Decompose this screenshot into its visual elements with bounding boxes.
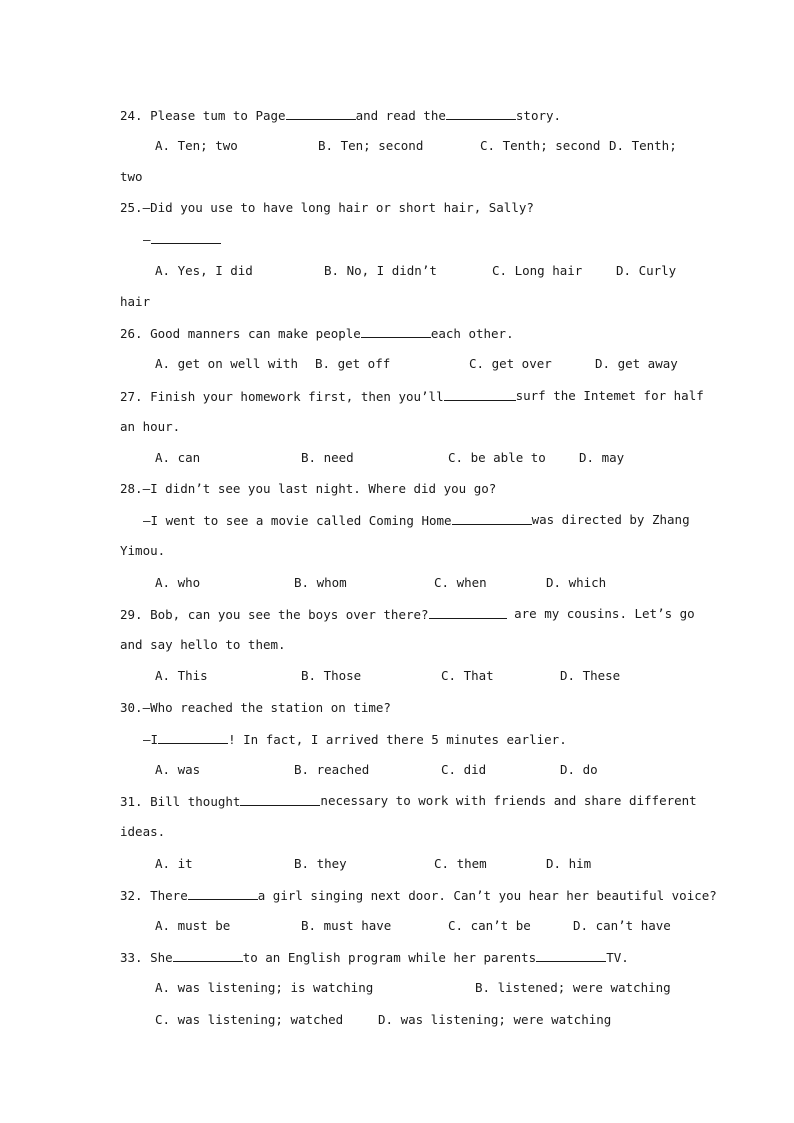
question-24 — [120, 105, 680, 125]
question-stem: There — [150, 888, 188, 903]
option-a: A. it — [155, 856, 193, 871]
option-c: C. Tenth; second — [480, 138, 601, 153]
option-a: A. can — [155, 450, 201, 465]
option-b: B. listened; were watching — [475, 980, 671, 995]
reply-dash: — — [143, 232, 151, 247]
answer-blank — [188, 885, 258, 900]
answer-blank — [444, 386, 516, 401]
question-30-reply — [143, 729, 703, 749]
option-d: D. Tenth; — [609, 138, 677, 153]
question-stem: story. — [515, 108, 562, 123]
question-26-options — [155, 354, 680, 374]
question-stem: —Did you use to have long hair or short hair, Sally? — [142, 200, 534, 215]
option-c: C. That — [441, 668, 494, 683]
question-25 — [120, 198, 680, 218]
question-30 — [120, 698, 680, 718]
option-c: C. was listening; watched — [155, 1012, 344, 1027]
question-31 — [120, 791, 697, 811]
option-b: B. need — [301, 450, 354, 465]
question-stem: necessary to work with friends and share different — [320, 793, 697, 808]
option-a: A. must be — [155, 918, 231, 933]
answer-blank — [446, 105, 516, 120]
question-stem: Bill thought — [150, 794, 241, 809]
stem-wrap: an hour. — [120, 419, 181, 434]
stem-wrap: and say hello to them. — [120, 637, 286, 652]
question-stem: are my cousins. Let’s go — [506, 606, 695, 621]
question-stem: Please tum to Page — [150, 108, 286, 123]
option-c: C. get over — [469, 356, 552, 371]
question-27 — [120, 386, 704, 406]
option-d: D. These — [560, 668, 621, 683]
question-number: 28. — [120, 481, 143, 496]
question-stem: a girl singing next door. Can’t you hear her beautiful voice? — [257, 888, 717, 903]
answer-blank — [158, 729, 228, 744]
question-33-options-row2 — [155, 1010, 680, 1030]
question-28 — [120, 479, 680, 499]
question-33-options-row1 — [155, 978, 680, 998]
question-stem: Finish your homework first, then you’ll — [150, 389, 444, 404]
option-wrap: two — [120, 169, 143, 184]
question-31-options — [155, 854, 680, 874]
option-b: B. get off — [315, 356, 391, 371]
question-32-options — [155, 916, 680, 936]
question-stem: to an English program while her parents — [242, 950, 537, 965]
option-d: D. may — [579, 450, 625, 465]
question-32 — [120, 885, 717, 905]
question-number: 30. — [120, 700, 143, 715]
option-d: D. which — [546, 575, 607, 590]
option-d: D. him — [546, 856, 592, 871]
answer-blank — [361, 323, 431, 338]
option-b: B. they — [294, 856, 347, 871]
reply-wrap: Yimou. — [120, 543, 166, 558]
option-d: D. do — [560, 762, 598, 777]
option-a: A. get on well with — [155, 356, 298, 371]
answer-blank — [151, 229, 221, 244]
option-d: D. get away — [595, 356, 678, 371]
option-c: C. Long hair — [492, 263, 583, 278]
question-stem: TV. — [606, 950, 629, 965]
option-d: D. Curly — [616, 263, 677, 278]
option-c: C. can’t be — [448, 918, 531, 933]
reply-text: was directed by Zhang — [531, 512, 690, 527]
reply-text: —I went to see a movie called Coming Home — [143, 513, 452, 528]
option-a: A. This — [155, 668, 208, 683]
option-wrap: hair — [120, 294, 151, 309]
question-25-options — [155, 261, 680, 281]
answer-blank — [240, 791, 320, 806]
question-stem: surf the Intemet for half — [515, 388, 704, 403]
question-stem: each other. — [430, 326, 514, 341]
reply-text: ! In fact, I arrived there 5 minutes earlier. — [228, 732, 567, 747]
answer-blank — [452, 510, 532, 525]
option-b: B. No, I didn’t — [324, 263, 437, 278]
option-c: C. did — [441, 762, 487, 777]
option-b: B. Ten; second — [318, 138, 424, 153]
answer-blank — [536, 947, 606, 962]
question-25-reply — [143, 229, 703, 249]
option-b: B. Those — [301, 668, 362, 683]
option-c: C. be able to — [448, 450, 546, 465]
option-d: D. can’t have — [573, 918, 671, 933]
answer-blank — [173, 947, 243, 962]
question-27-options — [155, 448, 680, 468]
option-d: D. was listening; were watching — [378, 1012, 612, 1027]
question-stem: —I didn’t see you last night. Where did you go? — [142, 481, 497, 496]
answer-blank — [286, 105, 356, 120]
question-number: 32. — [120, 888, 143, 903]
question-26 — [120, 323, 680, 343]
stem-wrap: ideas. — [120, 824, 166, 839]
question-29-options — [155, 666, 680, 686]
option-b: B. reached — [294, 762, 370, 777]
question-29 — [120, 604, 695, 624]
option-c: C. when — [434, 575, 487, 590]
option-c: C. them — [434, 856, 487, 871]
question-number: 31. — [120, 794, 143, 809]
option-a: A. who — [155, 575, 201, 590]
question-number: 27. — [120, 389, 143, 404]
option-a: A. was — [155, 762, 201, 777]
option-b: B. whom — [294, 575, 347, 590]
option-a: A. was listening; is watching — [155, 980, 374, 995]
question-stem: —Who reached the station on time? — [142, 700, 391, 715]
question-number: 24. — [120, 108, 143, 123]
question-stem: Good manners can make people — [150, 326, 361, 341]
reply-text: —I — [143, 732, 159, 747]
question-33 — [120, 947, 680, 967]
option-a: A. Ten; two — [155, 138, 238, 153]
question-stem: and read the — [355, 108, 446, 123]
option-a: A. Yes, I did — [155, 263, 253, 278]
question-30-options — [155, 760, 680, 780]
question-number: 25. — [120, 200, 143, 215]
question-stem: She — [150, 950, 173, 965]
option-b: B. must have — [301, 918, 392, 933]
question-number: 26. — [120, 326, 143, 341]
question-stem: Bob, can you see the boys over there? — [150, 607, 429, 622]
answer-blank — [429, 604, 507, 619]
question-28-options — [155, 573, 680, 593]
question-number: 29. — [120, 607, 143, 622]
question-24-options — [155, 136, 680, 156]
question-number: 33. — [120, 950, 143, 965]
question-28-reply — [143, 510, 690, 530]
